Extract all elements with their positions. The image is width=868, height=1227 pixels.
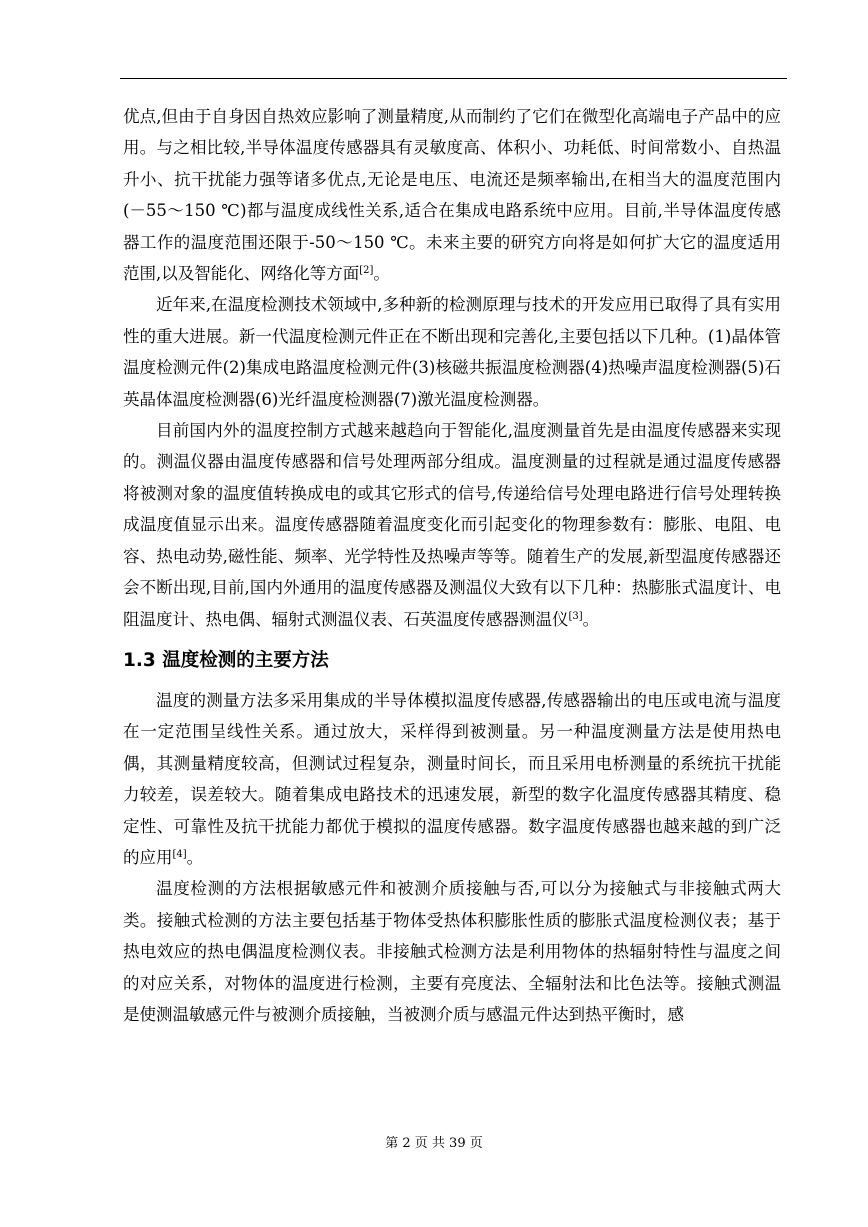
paragraph-contact-methods: 温度检测的方法根据敏感元件和被测介质接触与否,可以分为接触式与非接触式两大类。接触式检测的方法主要包括基于物体受热体积膨胀性质的膨胀式温度检测仪表；基于热电效应的热电偶温度检测仪表。非接触式检测方法是利用物体的热辐射特性与温度之间的对应关系，对物体的温度进行检测，主要有亮度法、全辐射法和比色法等。接触式测温是使测温敏感元件与被测介质接触，当被测介质与感温元件达到热平衡时，感 (123, 879, 781, 1024)
header-rule (120, 78, 787, 79)
paragraph-continuation: 优点,但由于自身因自热效应影响了测量精度,从而制约了它们在微型化高端电子产品中的应用。与之相比较,半导体温度传感器具有灵敏度高、体积小、功耗低、时间常数小、自热温升小、抗干扰能力强等诸多优点,无论是电压、电流还是频率输出,在相当大的温度范围内(－55～150 ℃)都与温度成线性关系,适合在集成电路系统中应用。目前,半导体温度传感器工作的温度范围还限于-50～150 ℃。未来主要的研究方向将是如何扩大它的温度适用范围,以及智能化、网络化等方面[2]。 (123, 107, 781, 284)
citation-ref: [2] (359, 265, 374, 277)
citation-ref: [4] (172, 848, 187, 860)
paragraph-measurement-methods: 温度的测量方法多采用集成的半导体模拟温度传感器,传感器输出的电压或电流与温度在一定范围呈线性关系。通过放大，采样得到被测量。另一种温度测量方法是使用热电偶，其测量精度较高，但测试过程复杂，测量时间长，而且采用电桥测量的系统抗干扰能力较差，误差较大。随着集成电路技术的迅速发展，新型的数字化温度传感器其精度、稳定性、可靠性及抗干扰能力都优于模拟的温度传感器。数字温度传感器也越来越的到广泛的应用[4]。 (123, 690, 781, 867)
paragraph-new-detection-tech: 近年来,在温度检测技术领域中,多种新的检测原理与技术的开发应用已取得了具有实用性的重大进展。新一代温度检测元件正在不断出现和完善化,主要包括以下几种。(1)晶体管温度检测元件(2)集成电路温度检测元件(3)核磁共振温度检测器(4)热噪声温度检测器(5)石英晶体温度检测器(6)光纤温度检测器(7)激光温度检测器。 (123, 295, 781, 409)
page-body (123, 101, 781, 1030)
page-footer: 第 2 页 共 39 页 (385, 1136, 483, 1151)
paragraph-intelligent-control: 目前国内外的温度控制方式越来越趋向于智能化,温度测量首先是由温度传感器来实现的。测温仪器由温度传感器和信号处理两部分组成。温度测量的过程就是通过温度传感器将被测对象的温度值转换成电的或其它形式的信号,传递给信号处理电路进行信号处理转换成温度值显示出来。温度传感器随着温度变化而引起变化的物理参数有：膨胀、电阻、电容、热电动势,磁性能、频率、光学特性及热噪声等等。随着生产的发展,新型温度传感器还会不断出现,目前,国内外通用的温度传感器及测温仪大致有以下几种：热膨胀式温度计、电阻温度计、热电偶、辐射式测温仪表、石英温度传感器测温仪[3]。 (123, 421, 781, 629)
citation-ref: [3] (568, 610, 583, 622)
section-heading: 1.3 温度检测的主要方法 (123, 649, 329, 671)
